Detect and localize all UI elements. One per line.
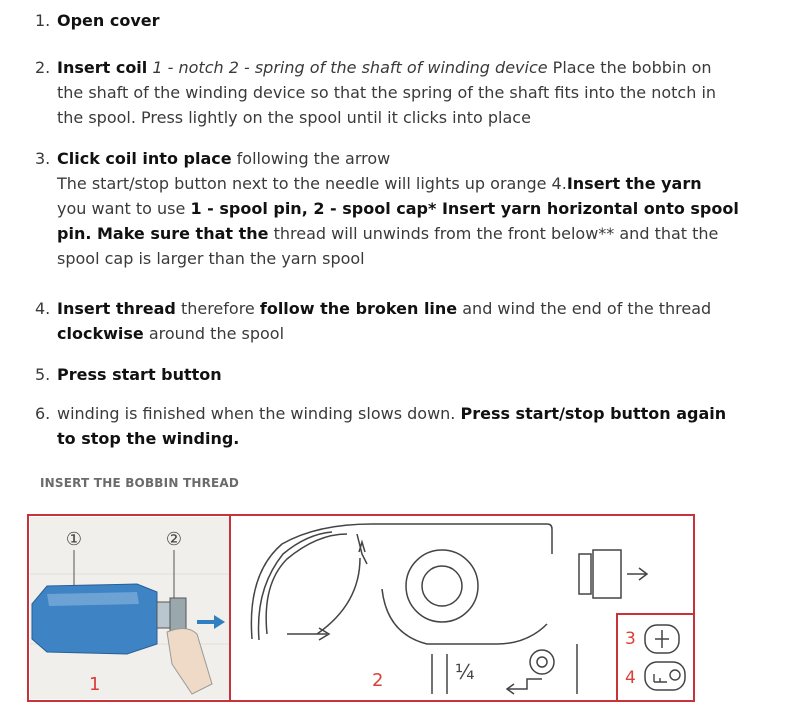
step-text: you want to use xyxy=(57,199,191,218)
panel-1-label: 1 xyxy=(89,674,101,695)
step-title: Insert coil xyxy=(57,58,148,77)
step-note: 1 - notch 2 - spring of the shaft of winding device xyxy=(147,58,548,77)
step-number: 5. xyxy=(35,365,51,384)
callout-1: ① xyxy=(65,529,83,550)
step-title: Open cover xyxy=(57,11,160,30)
step-bold: Press start/stop button again xyxy=(460,404,727,423)
step-bold: clockwise xyxy=(57,324,144,343)
figure-illustration xyxy=(27,514,695,702)
step-text: The start/stop button next to the needle will lights up orange 4. xyxy=(57,174,567,193)
panel-2-label: 2 xyxy=(372,670,384,691)
step-bold: follow the broken line xyxy=(259,299,458,318)
step-text: around the spool xyxy=(143,324,285,343)
step-bold: pin. Make sure that the xyxy=(57,224,269,243)
spool-shaft xyxy=(170,598,186,632)
step-number: 2. xyxy=(35,58,51,77)
label-4: 4 xyxy=(625,668,636,688)
step-text: and wind the end of the thread xyxy=(457,299,712,318)
step-number: 1. xyxy=(35,11,51,30)
step-bold: 1 - spool pin, 2 - spool cap* Insert yarn horizontal onto spool xyxy=(190,199,739,218)
step-text: therefore xyxy=(175,299,260,318)
step-number: 6. xyxy=(35,404,51,423)
step-text: Place the bobbin on xyxy=(547,58,712,77)
step-text: thread will unwinds from the front below** and that the xyxy=(268,224,719,243)
winder-button-icon xyxy=(645,662,685,690)
step-title: Press start button xyxy=(57,365,222,384)
step-text: spool cap is larger than the yarn spool xyxy=(57,249,365,268)
step-text: following the arrow xyxy=(231,149,391,168)
callout-2: ② xyxy=(165,529,183,550)
panel-1-winder xyxy=(30,517,229,699)
step-bold: Insert the yarn xyxy=(566,174,702,193)
quarter-mark: ¼ xyxy=(455,660,475,684)
step-number: 3. xyxy=(35,149,51,168)
step-bold: to stop the winding. xyxy=(57,429,240,448)
label-3: 3 xyxy=(625,629,636,649)
step-text: winding is finished when the winding slows down. xyxy=(57,404,461,423)
step-title: Insert thread xyxy=(57,299,176,318)
step-title: Click coil into place xyxy=(57,149,232,168)
section-title: INSERT THE BOBBIN THREAD xyxy=(40,476,240,490)
step-text: the spool. Press lightly on the spool until it clicks into place xyxy=(57,108,531,127)
bobbin-figure xyxy=(27,514,695,702)
step-number: 4. xyxy=(35,299,51,318)
step-text: the shaft of the winding device so that the spring of the shaft fits into the notch in xyxy=(57,83,717,102)
